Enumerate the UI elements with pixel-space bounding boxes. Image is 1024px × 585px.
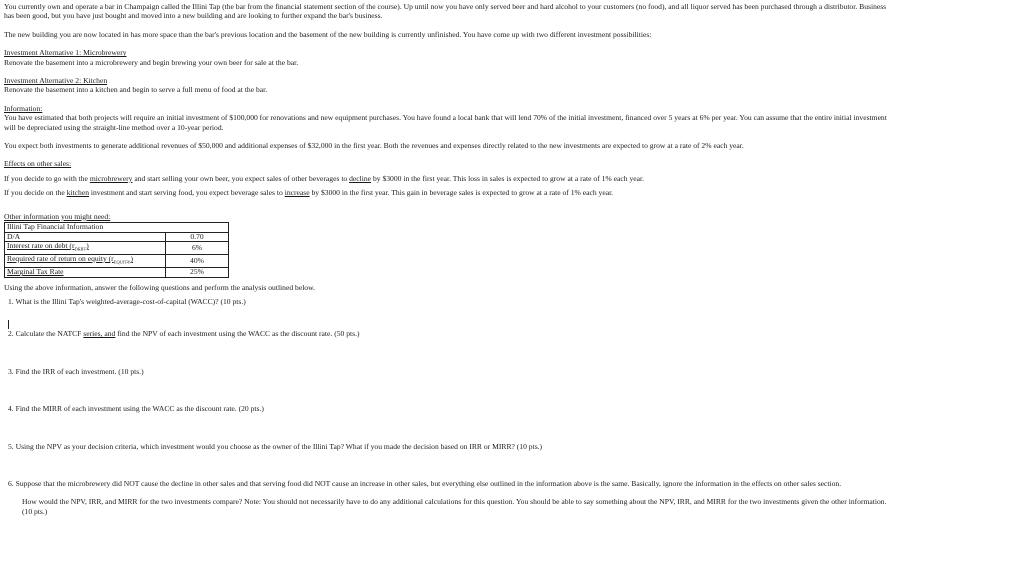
intro-line-1: You currently own and operate a bar in Champaign called the Illini Tap (the bar from the financial statement section of the course). Up until now you have only served beer and hard alcohol to your customers (no food), and all liquor served has been purchased through a distributor. Business xyxy=(4,2,887,11)
information-line-1: You have estimated that both projects will require an initial investment of $100,000 for renovations and new equipment purchases. You have found a local bank that will lend 70% of the initial investment, financed over 5 years at 6% per year. You can assume that the entire initial investment xyxy=(4,113,887,123)
question-6-points: (10 pts.) xyxy=(22,506,48,516)
table-title: Illini Tap Financial Information xyxy=(5,223,229,233)
row-label-tax: Marginal Tax Rate xyxy=(5,268,166,278)
effects-micro-text-c: by $3000 in the first year. This loss in sales is expected to grow at a rate of 1% each year. xyxy=(371,173,645,183)
effects-kitchen-text-a: If you decide on the xyxy=(4,188,67,198)
question-6-follow: How would the NPV, IRR, and MIRR for the two investments compare? Note: You should not necessarily have to do any additional calculations for this question. You should be able to say something about the NPV, IRR, and MIRR for the two investments given the other information. xyxy=(22,497,887,507)
question-5: 5. Using the NPV as your decision criteria, which investment would you choose as the owner of the Illini Tap? What if you made the decision based on IRR or MIRR? (10 pts.) xyxy=(8,441,543,451)
row-label-debt-sub: DEBT xyxy=(74,246,87,252)
row-label-equity-text: Required rate of return on equity (r xyxy=(7,254,114,264)
effects-microbrewery xyxy=(4,174,1020,183)
effects-kitchen-text-c: by $3000 in the first year. This gain in beverage sales is expected to grow at a rate of 1% each year. xyxy=(309,188,614,198)
intro-line-2: has been good, but you have just bought and moved into a new building and are looking to further expand the bar's business. xyxy=(4,11,383,21)
question-3: 3. Find the IRR of each investment. (10 pts.) xyxy=(8,366,144,376)
row-label-debt-text: Interest rate on debt (r xyxy=(7,241,75,251)
row-value-tax: 25% xyxy=(166,268,229,278)
building-text: The new building you are now located in has more space than the bar's previous location and the basement of the new building is currently unfinished. You have come up with two different investment possibilities: xyxy=(4,29,652,39)
question-2 xyxy=(8,329,1020,338)
question-2-link: series, and xyxy=(83,329,116,339)
effects-micro-link: microbrewery xyxy=(89,173,133,183)
row-value-equity: 40% xyxy=(166,255,229,268)
alt1-desc: Renovate the basement into a microbrewery and begin brewing your own beer for sale at the bar. xyxy=(4,57,299,67)
row-value-da: 0.70 xyxy=(166,232,229,242)
information-line-3: You expect both investments to generate additional revenues of $50,000 and additional expenses of $32,000 in the first year. Both the revenues and expenses directly related to the new investments are expected to grow at a rate of 2% each year. xyxy=(4,141,744,151)
effects-kitchen xyxy=(4,188,1020,197)
row-label-debt xyxy=(5,242,166,255)
question-4: 4. Find the MIRR of each investment using the WACC as the discount rate. (20 pts.) xyxy=(8,404,264,414)
effects-micro-decline: decline xyxy=(349,173,372,183)
effects-heading: Effects on other sales: xyxy=(4,159,72,169)
alt2-title: Investment Alternative 2: Kitchen xyxy=(4,76,108,86)
effects-kitchen-text-b: investment and start serving food, you expect beverage sales to xyxy=(89,188,285,198)
table-row xyxy=(5,268,229,278)
alt2-desc: Renovate the basement into a kitchen and begin to serve a full menu of food at the bar. xyxy=(4,85,268,95)
table-title-row xyxy=(5,223,229,233)
instructions: Using the above information, answer the following questions and perform the analysis outlined below. xyxy=(4,282,315,292)
question-1: 1. What is the Illini Tap's weighted-average-cost-of-capital (WACC)? (10 pts.) xyxy=(8,297,246,307)
effects-micro-text-b: and start selling your own beer, you expect sales of other beverages to xyxy=(132,173,350,183)
alt1-title: Investment Alternative 1: Microbrewery xyxy=(4,48,127,58)
question-2-text-b: find the NPV of each investment using the WACC as the discount rate. (50 pts.) xyxy=(115,329,360,339)
information-line-2: will be depreciated using the straight-line method over a 10-year period. xyxy=(4,122,224,132)
financial-info-table xyxy=(4,222,229,278)
effects-kitchen-link: kitchen xyxy=(66,188,89,198)
row-value-debt: 6% xyxy=(166,242,229,255)
table-row xyxy=(5,242,229,255)
other-info-heading: Other information you might need: xyxy=(4,211,111,221)
row-label-equity xyxy=(5,255,166,268)
text-cursor xyxy=(8,320,9,329)
question-2-text-a: 2. Calculate the NATCF xyxy=(8,329,84,339)
information-heading: Information: xyxy=(4,103,43,113)
row-label-debt-tail: ) xyxy=(86,241,89,251)
row-label-equity-tail: ) xyxy=(130,254,133,264)
table-row xyxy=(5,255,229,268)
effects-kitchen-increase: increase xyxy=(284,188,310,198)
row-label-da: D/A xyxy=(5,232,166,242)
question-6: 6. Suppose that the microbrewery did NOT cause the decline in other sales and that serving food did NOT cause an increase in other sales, but everything else outlined in the information above is the same. Basically, ignore the information in the effects on other sales section. xyxy=(8,479,842,489)
effects-micro-text-a: If you decide to go with the xyxy=(4,173,90,183)
row-label-equity-sub: EQUITY xyxy=(113,259,131,265)
